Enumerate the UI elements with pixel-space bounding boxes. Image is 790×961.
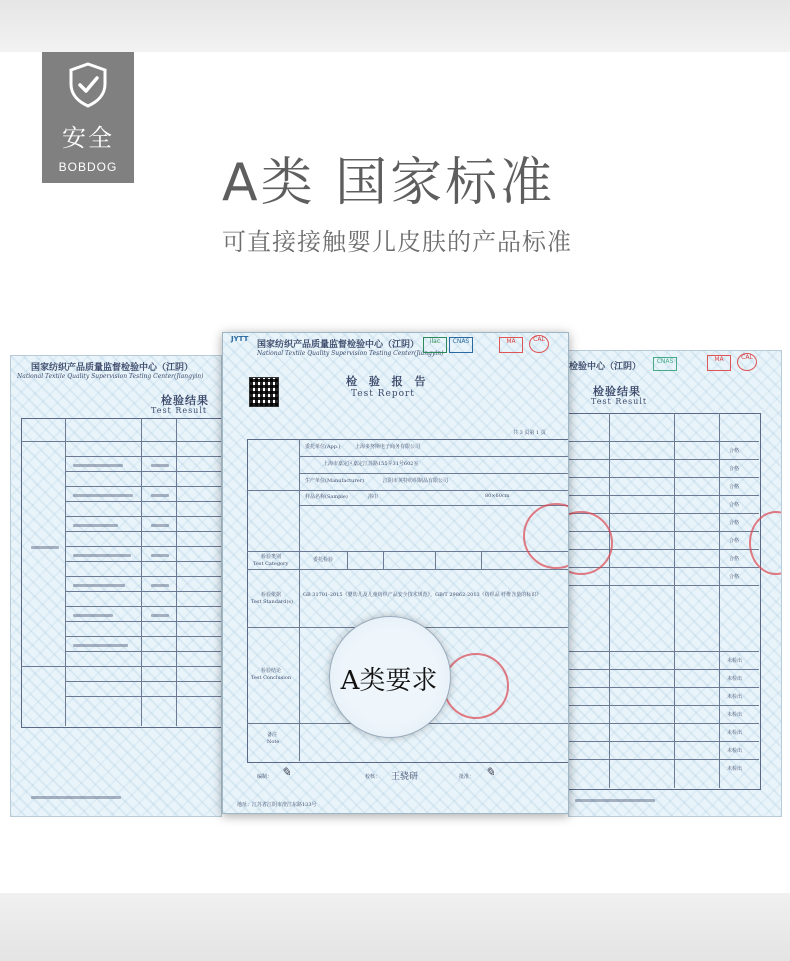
result-cell: 合格 (729, 556, 740, 562)
doc-left-org-cn: 国家纺织产品质量监督检验中心（江阴） (31, 363, 194, 373)
page-indicator: 共 3 页第 1 页 (513, 430, 546, 436)
qr-code (249, 377, 279, 407)
headline: A类 国家标准 (222, 153, 556, 213)
ma-logo: MA (499, 337, 523, 353)
doc-left-org-en: National Textile Quality Supervision Testing Center(Jiangyin) (17, 373, 204, 380)
result-cell: 未检出 (727, 658, 743, 664)
result-cell: 未检出 (727, 730, 743, 736)
result-cell: 未检出 (727, 766, 743, 772)
result-cell: 合格 (729, 538, 740, 544)
cnas-logo: CNAS (653, 357, 677, 371)
test-result-document-right (568, 350, 782, 817)
approver-signature: ✎ (485, 765, 496, 779)
test-report-document (222, 332, 569, 814)
report-org-cn: 国家纺织产品质量监督检验中心（江阴） (257, 340, 420, 350)
address-value: 上海市嘉定区嘉定江苏路155弄31号602室 (323, 461, 419, 467)
sample-label: 样品名称(Sample) (305, 494, 348, 500)
category-label-cn: 检验类别 (261, 554, 282, 560)
doc-right-org-cn: 检验中心（江阴） (569, 362, 642, 372)
result-cell: 未检出 (727, 712, 743, 718)
category-value: 委托检验 (313, 557, 334, 563)
report-footer: 地址：江苏省江阴市澄江东路133号 (237, 802, 317, 808)
result-cell: 合格 (729, 484, 740, 490)
result-cell: 合格 (729, 448, 740, 454)
verifier-label: 校核： (365, 774, 381, 780)
result-cell: 合格 (729, 502, 740, 508)
result-cell: 合格 (729, 466, 740, 472)
doc-left-title-en: Test Result (151, 406, 208, 415)
result-cell: 合格 (729, 520, 740, 526)
remark-label-en: Note (267, 739, 280, 745)
cal-logo: CAL (737, 353, 757, 371)
safety-badge (42, 52, 134, 183)
standard-value: GB 31701-2015《婴幼儿及儿童纺织产品安全技术规范》，GB/T 29862-2013《纺织品 纤维含量的标识》 (303, 592, 542, 598)
quantity-value: 80×60cm (485, 493, 510, 499)
client-label: 委托单位(App.) (305, 444, 341, 450)
cnas-logo: CNAS (449, 337, 473, 353)
approver-label: 批准： (459, 774, 475, 780)
report-title-cn: 检 验 报 告 (346, 375, 430, 388)
jytt-logo: JYTT (231, 335, 249, 343)
standard-label-cn: 检验依据 (261, 592, 282, 598)
issuer-label: 编制： (257, 774, 273, 780)
badge-label: 安全 (62, 124, 114, 152)
report-org-en: National Textile Quality Supervision Testing Center(Jiangyin) (257, 350, 444, 357)
doc-right-title-en: Test Result (591, 397, 648, 406)
category-label-en: Test Category (253, 561, 289, 567)
shield-check-icon (68, 62, 108, 108)
doc-left-title-cn: 检验结果 (161, 394, 209, 407)
conclusion-label-en: Test Conclusion (251, 675, 292, 681)
verifier-name: 王骁研 (391, 772, 419, 782)
result-cell: 未检出 (727, 748, 743, 754)
manufacturer-value: 江阴市英特纺织制品有限公司 (383, 478, 449, 484)
remark-label-cn: 备注 (267, 732, 278, 738)
ma-logo: MA (707, 355, 731, 371)
result-cell: 未检出 (727, 676, 743, 682)
manufacturer-label: 生产单位(Manufacturer) (305, 478, 365, 484)
client-value: 上海多努斯电子商务有限公司 (355, 444, 421, 450)
result-cell: 合格 (729, 574, 740, 580)
sample-value: 浴巾 (368, 494, 379, 500)
top-band (0, 0, 790, 52)
test-result-document-left (10, 355, 222, 817)
badge-brand: BOBDOG (58, 160, 118, 174)
doc-right-title-cn: 检验结果 (593, 385, 641, 398)
overlay-text: A类要求 (340, 666, 438, 696)
standard-label-en: Test Standard(s) (251, 599, 293, 605)
ilac-logo: ilac (423, 337, 447, 353)
result-cell: 未检出 (727, 694, 743, 700)
issuer-signature: ✎ (281, 765, 292, 779)
report-title-en: Test Report (351, 389, 415, 399)
conclusion-label-cn: 检验结论 (261, 668, 282, 674)
subline: 可直接接触婴儿皮肤的产品标准 (222, 228, 572, 256)
red-seal-stamp (443, 653, 509, 719)
bottom-band (0, 893, 790, 961)
cal-logo: CAL (529, 335, 549, 353)
